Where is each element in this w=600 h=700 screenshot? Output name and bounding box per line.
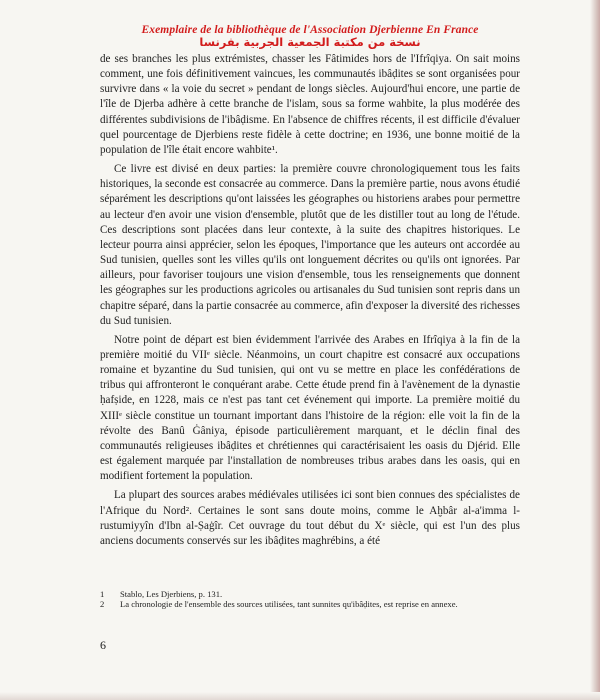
body-text — [100, 52, 520, 549]
paragraph-1: de ses branches les plus extrémistes, chasser les Fâtimides hors de l'Ifrîqiya. On sait moins comment, une fois définitivement vaincues, les communautés ibâḍites se sont organisées pour survivre dans « la voie du secret » pendant de longs siècles. Aujourd'hui encore, une partie de l'île de Djerba adhère à cette branche de l'islam, sous sa forme wahbite, la plus modérée des différentes subdivisions de l'ibâḍisme. En l'absence de chiffres récents, il est difficile d'évaluer quel pourcentage de Djerbiens reste fidèle à cette doctrine; en 1936, une bonne moitié de la population de l'île était encore wahbite¹. — [100, 53, 520, 156]
footnote-text: La chronologie de l'ensemble des sources utilisées, tant sunnites qu'ibâḍites, est reprise en annexe. — [120, 599, 458, 609]
footnotes — [100, 589, 520, 609]
footnote-number: 2 — [100, 599, 105, 609]
paragraph-4: La plupart des sources arabes médiévales utilisées ici sont bien connues des spécialistes de l'Afrique du Nord². Certaines le sont sans doute moins, comme le Aḫbâr al-a'imma l-rustumiyyîn d'Ibn al-Ṣaġîr. Cet ouvrage du tout début du Xᵉ siècle, qui est l'un des plus anciens documents conservés sur les ibâḍites maghrébins, a été — [100, 489, 520, 547]
footnote-2 — [100, 599, 520, 609]
paragraph-3: Notre point de départ est bien évidemment l'arrivée des Arabes en Ifrîqiya à la fin de la première moitié du VIIᵉ siècle. Néanmoins, un court chapitre est consacré aux occupations romaine et byzantine du Sud tunisien, qui ont vu se mettre en place les confédérations de tribus qui affronteront le conquérant arabe. Cette étude prend fin à l'avènement de la dynastie ḥafṣide, en 1228, mais ce n'est pas tant cet événement qui importe. La première moitié du XIIIᵉ siècle constitue un tournant important dans l'histoire de la région: elle voit la fin de la révolte des Banû Ġâniya, épisode particulièrement marquant, et le déclin final des communautés religieuses ibâḍites et chrétiennes qui caractérisaient les oasis du Djérid. Elle est également marquée par l'installation de nombreuses tribus arabes dans les oasis, qui en modifient fortement la population. — [100, 333, 520, 483]
footnote-1 — [100, 589, 520, 599]
page-edge-shadow — [590, 0, 600, 700]
page-number: 6 — [100, 638, 106, 652]
footnote-number: 1 — [100, 589, 105, 599]
paragraph-2: Ce livre est divisé en deux parties: la première couvre chronologiquement tous les faits historiques, la seconde est consacrée au commerce. Dans la première partie, nous avons étudié séparément les descriptions qu'ont laissées les géographes ou historiens arabes pour permettre au lecteur d'en avoir une vision d'ensemble, plutôt que de les distiller tout au long de l'étude. Ces descriptions sont placées dans leur contexte, à la suite des chapitres historiques. Le lecteur pourra ainsi apprécier, selon les époques, l'importance que les auteurs ont accordée au Sud tunisien, quelles sont les villes qu'ils ont longuement décrites ou qu'ils ont ignorées. Par ailleurs, pour favoriser toujours une vision d'ensemble, tous les renseignements que donnent les géographes sur les productions agricoles ou artisanales du Sud tunisien sont repris dans un chapitre séparé, dans la partie consacrée au commerce, afin d'exposer la diversité des richesses du Sud tunisien. — [100, 163, 520, 327]
stamp-arabic-line: نسخة من مكتبة الجمعية الجربية بفرنسا — [199, 35, 421, 49]
page-bottom-shadow — [0, 692, 600, 700]
library-stamp — [110, 24, 510, 49]
stamp-french-line: Exemplaire de la bibliothèque de l'Association Djerbienne En France — [141, 24, 479, 36]
footnote-text: Stablo, Les Djerbiens, p. 131. — [120, 589, 223, 599]
